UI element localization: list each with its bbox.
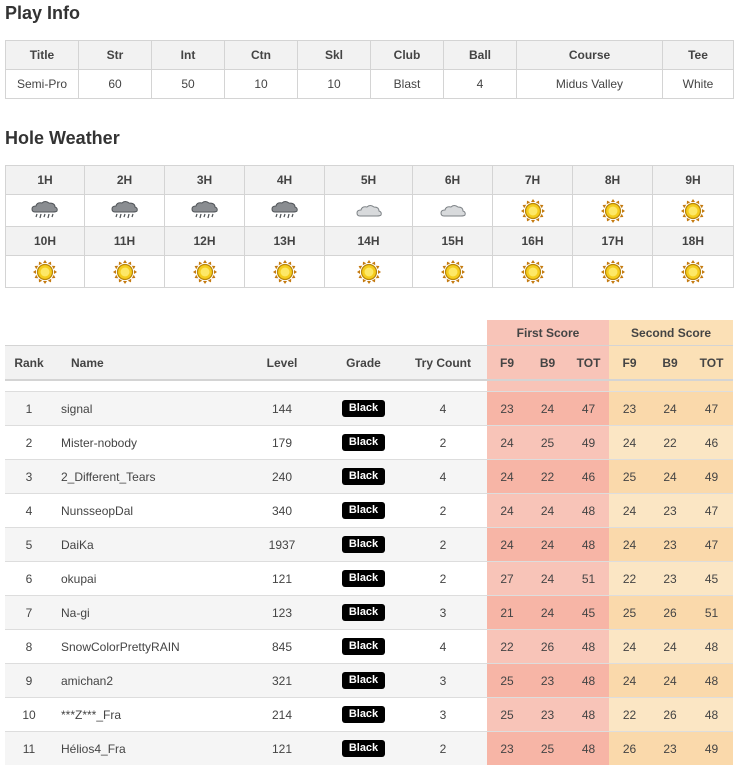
play-info-table bbox=[5, 40, 734, 99]
first-f9-cell: 25 bbox=[487, 698, 527, 732]
sun-icon bbox=[30, 264, 60, 278]
first-tot-cell: 48 bbox=[568, 630, 609, 664]
hole-weather-cell bbox=[573, 256, 653, 288]
second-tot-cell: 46 bbox=[690, 426, 733, 460]
try-count-cell: 4 bbox=[399, 392, 487, 426]
first-b9-cell: 24 bbox=[527, 494, 568, 528]
grade-badge: Black bbox=[342, 604, 385, 621]
ranking-table bbox=[5, 320, 733, 765]
first-b9-cell: 24 bbox=[527, 596, 568, 630]
rank-cell: 5 bbox=[5, 528, 53, 562]
table-row bbox=[5, 562, 733, 596]
hole-label: 8H bbox=[573, 166, 653, 195]
hole-weather-cell bbox=[165, 195, 245, 227]
hole-weather-cell bbox=[325, 256, 413, 288]
level-cell: 144 bbox=[236, 392, 328, 426]
second-f9-header: F9 bbox=[609, 346, 650, 381]
second-f9-cell: 25 bbox=[609, 460, 650, 494]
second-f9-cell: 22 bbox=[609, 562, 650, 596]
sun-icon bbox=[678, 203, 708, 217]
first-tot-cell: 48 bbox=[568, 664, 609, 698]
table-row bbox=[5, 732, 733, 766]
hole-weather-cell bbox=[653, 256, 734, 288]
grade-cell bbox=[328, 562, 399, 596]
table-row bbox=[5, 596, 733, 630]
second-tot-cell: 51 bbox=[690, 596, 733, 630]
second-f9-cell: 24 bbox=[609, 630, 650, 664]
grade-cell bbox=[328, 630, 399, 664]
level-cell: 214 bbox=[236, 698, 328, 732]
level-cell: 179 bbox=[236, 426, 328, 460]
first-f9-cell: 23 bbox=[487, 392, 527, 426]
hole-weather-table bbox=[5, 165, 734, 288]
second-f9-cell: 24 bbox=[609, 494, 650, 528]
level-cell: 845 bbox=[236, 630, 328, 664]
sun-icon bbox=[110, 264, 140, 278]
first-tot-header: TOT bbox=[568, 346, 609, 381]
hole-weather-cell bbox=[573, 195, 653, 227]
second-b9-cell: 22 bbox=[650, 426, 690, 460]
rain-cloud-icon bbox=[190, 203, 220, 217]
first-f9-cell: 24 bbox=[487, 426, 527, 460]
second-f9-cell: 24 bbox=[609, 528, 650, 562]
hole-weather-cell bbox=[6, 195, 85, 227]
play-info-value: 60 bbox=[79, 70, 152, 99]
first-tot-cell: 48 bbox=[568, 698, 609, 732]
second-f9-cell: 26 bbox=[609, 732, 650, 766]
second-b9-cell: 24 bbox=[650, 460, 690, 494]
play-info-value: 10 bbox=[298, 70, 371, 99]
hole-label: 15H bbox=[413, 227, 493, 256]
grade-cell bbox=[328, 596, 399, 630]
hole-label: 9H bbox=[653, 166, 734, 195]
hole-label: 6H bbox=[413, 166, 493, 195]
table-row bbox=[5, 426, 733, 460]
grade-badge: Black bbox=[342, 468, 385, 485]
play-info-value: 50 bbox=[152, 70, 225, 99]
play-info-value: Midus Valley bbox=[517, 70, 663, 99]
hole-weather-title: Hole Weather bbox=[5, 128, 120, 148]
sun-icon bbox=[518, 203, 548, 217]
rank-cell: 10 bbox=[5, 698, 53, 732]
hole-label: 2H bbox=[85, 166, 165, 195]
second-tot-cell: 49 bbox=[690, 732, 733, 766]
first-tot-cell: 47 bbox=[568, 392, 609, 426]
player-name: NunsseopDal bbox=[53, 494, 236, 528]
first-f9-cell: 25 bbox=[487, 664, 527, 698]
player-name: amichan2 bbox=[53, 664, 236, 698]
play-info-header: Int bbox=[152, 41, 225, 70]
first-f9-cell: 22 bbox=[487, 630, 527, 664]
second-b9-cell: 24 bbox=[650, 630, 690, 664]
hole-label: 1H bbox=[6, 166, 85, 195]
try-count-cell: 4 bbox=[399, 630, 487, 664]
rank-cell: 8 bbox=[5, 630, 53, 664]
table-row bbox=[5, 630, 733, 664]
play-info-value: Blast bbox=[371, 70, 444, 99]
rank-cell: 6 bbox=[5, 562, 53, 596]
second-tot-cell: 48 bbox=[690, 664, 733, 698]
second-tot-cell: 47 bbox=[690, 494, 733, 528]
first-b9-cell: 24 bbox=[527, 392, 568, 426]
grade-cell bbox=[328, 698, 399, 732]
play-info-header: Club bbox=[371, 41, 444, 70]
second-f9-cell: 23 bbox=[609, 392, 650, 426]
play-info-value: White bbox=[663, 70, 734, 99]
hole-label: 17H bbox=[573, 227, 653, 256]
second-b9-cell: 24 bbox=[650, 392, 690, 426]
play-info-value: 10 bbox=[225, 70, 298, 99]
grade-badge: Black bbox=[342, 400, 385, 417]
sun-icon bbox=[270, 264, 300, 278]
level-cell: 1937 bbox=[236, 528, 328, 562]
sun-icon bbox=[190, 264, 220, 278]
first-b9-cell: 25 bbox=[527, 732, 568, 766]
table-row bbox=[5, 460, 733, 494]
second-tot-header: TOT bbox=[690, 346, 733, 381]
hole-weather-cell bbox=[85, 256, 165, 288]
hole-label: 5H bbox=[325, 166, 413, 195]
grade-cell bbox=[328, 664, 399, 698]
second-b9-cell: 23 bbox=[650, 562, 690, 596]
level-header: Level bbox=[236, 346, 328, 381]
hole-label: 18H bbox=[653, 227, 734, 256]
hole-weather-cell bbox=[653, 195, 734, 227]
rank-cell: 9 bbox=[5, 664, 53, 698]
try-count-header: Try Count bbox=[399, 346, 487, 381]
first-f9-cell: 27 bbox=[487, 562, 527, 596]
grade-cell bbox=[328, 494, 399, 528]
rank-cell: 7 bbox=[5, 596, 53, 630]
sun-icon bbox=[354, 264, 384, 278]
hole-weather-cell bbox=[85, 195, 165, 227]
try-count-cell: 2 bbox=[399, 732, 487, 766]
grade-badge: Black bbox=[342, 672, 385, 689]
second-b9-cell: 26 bbox=[650, 596, 690, 630]
name-header: Name bbox=[53, 346, 236, 381]
hole-weather-cell bbox=[245, 195, 325, 227]
second-b9-cell: 23 bbox=[650, 528, 690, 562]
grade-cell bbox=[328, 392, 399, 426]
table-row bbox=[5, 528, 733, 562]
grade-cell bbox=[328, 460, 399, 494]
try-count-cell: 3 bbox=[399, 596, 487, 630]
grade-badge: Black bbox=[342, 740, 385, 757]
player-name: Mister-nobody bbox=[53, 426, 236, 460]
second-b9-header: B9 bbox=[650, 346, 690, 381]
first-b9-cell: 24 bbox=[527, 528, 568, 562]
sun-icon bbox=[438, 264, 468, 278]
player-name: 2_Different_Tears bbox=[53, 460, 236, 494]
grade-badge: Black bbox=[342, 536, 385, 553]
second-tot-cell: 48 bbox=[690, 630, 733, 664]
first-f9-cell: 23 bbox=[487, 732, 527, 766]
hole-weather-cell bbox=[245, 256, 325, 288]
second-tot-cell: 47 bbox=[690, 528, 733, 562]
hole-label: 11H bbox=[85, 227, 165, 256]
sun-icon bbox=[678, 264, 708, 278]
hole-label: 3H bbox=[165, 166, 245, 195]
level-cell: 321 bbox=[236, 664, 328, 698]
first-f9-cell: 24 bbox=[487, 494, 527, 528]
hole-label: 4H bbox=[245, 166, 325, 195]
second-score-header: Second Score bbox=[609, 320, 733, 346]
rank-cell: 1 bbox=[5, 392, 53, 426]
hole-label: 7H bbox=[493, 166, 573, 195]
rank-cell: 11 bbox=[5, 732, 53, 766]
table-row bbox=[5, 698, 733, 732]
second-b9-cell: 23 bbox=[650, 494, 690, 528]
second-f9-cell: 24 bbox=[609, 664, 650, 698]
second-tot-cell: 48 bbox=[690, 698, 733, 732]
sun-icon bbox=[598, 203, 628, 217]
play-info-header: Title bbox=[6, 41, 79, 70]
hole-label: 10H bbox=[6, 227, 85, 256]
hole-weather-cell bbox=[6, 256, 85, 288]
level-cell: 121 bbox=[236, 562, 328, 596]
second-f9-cell: 25 bbox=[609, 596, 650, 630]
first-tot-cell: 49 bbox=[568, 426, 609, 460]
second-tot-cell: 45 bbox=[690, 562, 733, 596]
first-tot-cell: 48 bbox=[568, 528, 609, 562]
cloud-icon bbox=[354, 203, 384, 217]
player-name: SnowColorPrettyRAIN bbox=[53, 630, 236, 664]
first-b9-cell: 26 bbox=[527, 630, 568, 664]
level-cell: 340 bbox=[236, 494, 328, 528]
first-tot-cell: 48 bbox=[568, 494, 609, 528]
sun-icon bbox=[518, 264, 548, 278]
player-name: okupai bbox=[53, 562, 236, 596]
rank-cell: 2 bbox=[5, 426, 53, 460]
first-b9-cell: 22 bbox=[527, 460, 568, 494]
hole-weather-cell bbox=[493, 195, 573, 227]
second-b9-cell: 24 bbox=[650, 664, 690, 698]
first-tot-cell: 48 bbox=[568, 732, 609, 766]
level-cell: 123 bbox=[236, 596, 328, 630]
hole-weather-cell bbox=[493, 256, 573, 288]
rain-cloud-icon bbox=[110, 203, 140, 217]
grade-badge: Black bbox=[342, 502, 385, 519]
second-tot-cell: 49 bbox=[690, 460, 733, 494]
table-row bbox=[5, 494, 733, 528]
hole-weather-cell bbox=[413, 256, 493, 288]
rank-cell: 3 bbox=[5, 460, 53, 494]
play-info-header: Ball bbox=[444, 41, 517, 70]
player-name: ***Z***_Fra bbox=[53, 698, 236, 732]
second-f9-cell: 24 bbox=[609, 426, 650, 460]
second-b9-cell: 23 bbox=[650, 732, 690, 766]
first-tot-cell: 45 bbox=[568, 596, 609, 630]
rank-header: Rank bbox=[5, 346, 53, 381]
hole-weather-cell bbox=[165, 256, 245, 288]
first-score-header: First Score bbox=[487, 320, 609, 346]
hole-label: 13H bbox=[245, 227, 325, 256]
hole-label: 12H bbox=[165, 227, 245, 256]
play-info-value: 4 bbox=[444, 70, 517, 99]
grade-badge: Black bbox=[342, 434, 385, 451]
play-info-header: Tee bbox=[663, 41, 734, 70]
grade-header: Grade bbox=[328, 346, 399, 381]
try-count-cell: 3 bbox=[399, 664, 487, 698]
second-b9-cell: 26 bbox=[650, 698, 690, 732]
first-f9-header: F9 bbox=[487, 346, 527, 381]
first-f9-cell: 24 bbox=[487, 460, 527, 494]
first-b9-header: B9 bbox=[527, 346, 568, 381]
play-info-value: Semi-Pro bbox=[6, 70, 79, 99]
first-tot-cell: 51 bbox=[568, 562, 609, 596]
first-b9-cell: 23 bbox=[527, 698, 568, 732]
rain-cloud-icon bbox=[270, 203, 300, 217]
hole-weather-cell bbox=[413, 195, 493, 227]
grade-badge: Black bbox=[342, 570, 385, 587]
first-f9-cell: 24 bbox=[487, 528, 527, 562]
first-f9-cell: 21 bbox=[487, 596, 527, 630]
first-b9-cell: 25 bbox=[527, 426, 568, 460]
rain-cloud-icon bbox=[30, 203, 60, 217]
table-row bbox=[5, 392, 733, 426]
hole-weather-cell bbox=[325, 195, 413, 227]
try-count-cell: 2 bbox=[399, 562, 487, 596]
hole-label: 16H bbox=[493, 227, 573, 256]
try-count-cell: 2 bbox=[399, 494, 487, 528]
play-info-header: Str bbox=[79, 41, 152, 70]
play-info-title: Play Info bbox=[5, 3, 81, 23]
try-count-cell: 4 bbox=[399, 460, 487, 494]
grade-cell bbox=[328, 732, 399, 766]
player-name: Hélios4_Fra bbox=[53, 732, 236, 766]
second-tot-cell: 47 bbox=[690, 392, 733, 426]
play-info-header: Course bbox=[517, 41, 663, 70]
hole-label: 14H bbox=[325, 227, 413, 256]
play-info-header: Skl bbox=[298, 41, 371, 70]
grade-cell bbox=[328, 528, 399, 562]
grade-badge: Black bbox=[342, 638, 385, 655]
player-name: DaiKa bbox=[53, 528, 236, 562]
first-tot-cell: 46 bbox=[568, 460, 609, 494]
rank-cell: 4 bbox=[5, 494, 53, 528]
second-f9-cell: 22 bbox=[609, 698, 650, 732]
table-row bbox=[5, 664, 733, 698]
level-cell: 240 bbox=[236, 460, 328, 494]
play-info-header: Ctn bbox=[225, 41, 298, 70]
player-name: signal bbox=[53, 392, 236, 426]
grade-badge: Black bbox=[342, 706, 385, 723]
try-count-cell: 3 bbox=[399, 698, 487, 732]
try-count-cell: 2 bbox=[399, 528, 487, 562]
cloud-icon bbox=[438, 203, 468, 217]
sun-icon bbox=[598, 264, 628, 278]
first-b9-cell: 23 bbox=[527, 664, 568, 698]
grade-cell bbox=[328, 426, 399, 460]
first-b9-cell: 24 bbox=[527, 562, 568, 596]
try-count-cell: 2 bbox=[399, 426, 487, 460]
level-cell: 121 bbox=[236, 732, 328, 766]
player-name: Na-gi bbox=[53, 596, 236, 630]
